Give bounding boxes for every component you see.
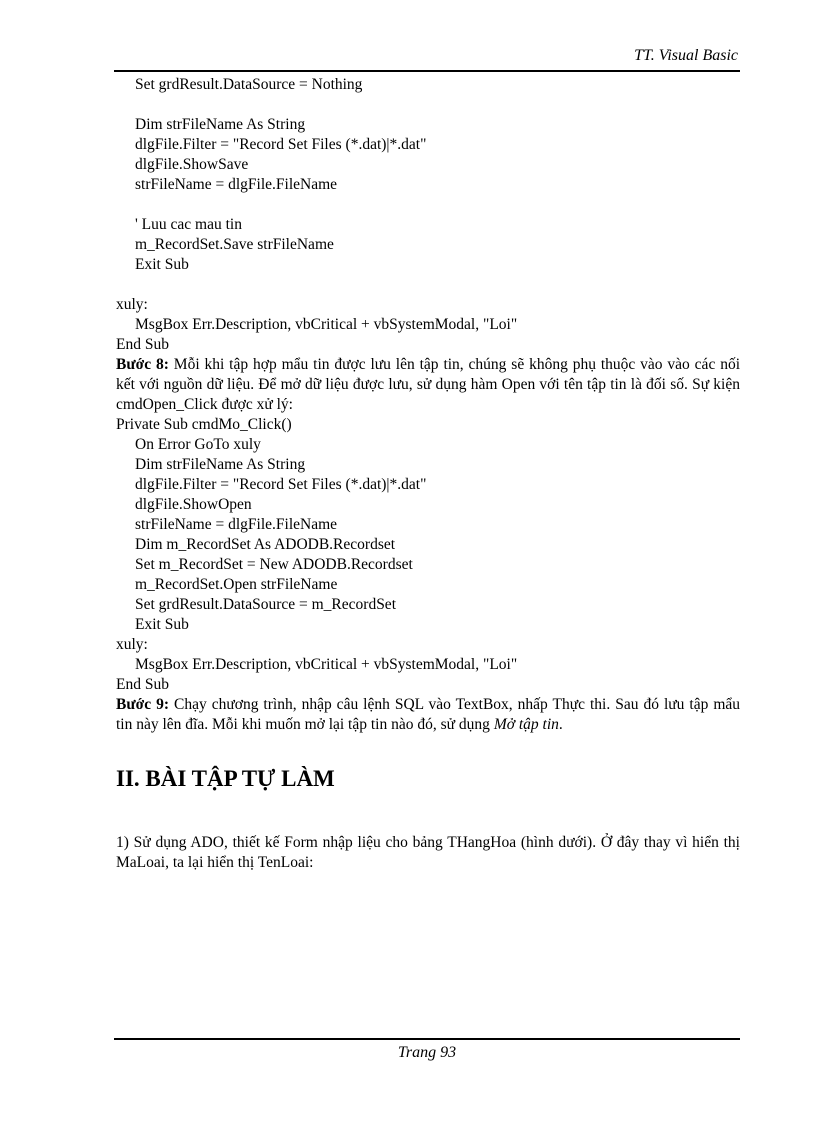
save-code-line: MsgBox Err.Description, vbCritical + vbSystemModal, "Loi" <box>135 316 518 333</box>
open-code-line: Dim strFileName As String <box>135 456 306 473</box>
page-header-title: TT. Visual Basic <box>634 47 738 64</box>
save-code-line: Dim strFileName As String <box>135 116 306 133</box>
code-block-save <box>116 75 740 355</box>
exercise-1-paragraph: 1) Sử dụng ADO, thiết kế Form nhập liệu cho bảng THangHoa (hình dưới). Ở đây thay vì hiển thị MaLoai, ta lại hiển thị TenLoai: <box>116 834 740 871</box>
save-code-line: strFileName = dlgFile.FileName <box>135 176 338 193</box>
open-code-line: xuly: <box>116 636 148 653</box>
open-code-line: Private Sub cmdMo_Click() <box>116 416 292 433</box>
save-code-line: dlgFile.Filter = "Record Set Files (*.dat)|*.dat" <box>135 136 427 153</box>
footer-divider <box>114 1038 740 1040</box>
open-code-line: Exit Sub <box>135 616 189 633</box>
section-heading: II. BÀI TẬP TỰ LÀM <box>116 766 335 791</box>
open-code-line: On Error GoTo xuly <box>135 436 261 453</box>
save-code-line: End Sub <box>116 336 169 353</box>
step-9-label: Bước 9: <box>116 696 170 713</box>
step-8-paragraph <box>116 355 740 415</box>
save-code-line: ' Luu cac mau tin <box>135 216 242 233</box>
save-code-line: dlgFile.ShowSave <box>135 156 249 173</box>
page-number: Trang 93 <box>397 1044 457 1061</box>
save-code-line: xuly: <box>116 296 148 313</box>
page-content <box>116 75 740 873</box>
step-9-paragraph <box>116 695 740 735</box>
open-code-line: strFileName = dlgFile.FileName <box>135 516 338 533</box>
open-code-line: m_RecordSet.Open strFileName <box>135 576 338 593</box>
save-code-line: m_RecordSet.Save strFileName <box>135 236 334 253</box>
save-blank-line <box>116 95 740 115</box>
save-blank-line <box>116 195 740 215</box>
open-code-line: Set grdResult.DataSource = m_RecordSet <box>135 596 396 613</box>
step-8-text: Mỗi khi tập hợp mẩu tin được lưu lên tập tin, chúng sẽ không phụ thuộc vào vào các nối kết với nguồn dữ liệu. Để mở dữ liệu được lưu, sử dụng hàm Open với tên tập tin là đối số. Sự kiện cmdOpen_Click được xử lý: <box>116 356 741 413</box>
open-code-line: End Sub <box>116 676 169 693</box>
step-8-label: Bước 8: <box>116 356 169 373</box>
save-blank-line <box>116 275 740 295</box>
open-code-line: Set m_RecordSet = New ADODB.Recordset <box>135 556 413 573</box>
open-code-line: dlgFile.Filter = "Record Set Files (*.dat)|*.dat" <box>135 476 427 493</box>
header-divider <box>114 70 740 72</box>
step-9-end: . <box>558 716 563 733</box>
step-9-text: Chạy chương trình, nhập câu lệnh SQL vào TextBox, nhấp Thực thi. Sau đó lưu tập mẩu tin này lên đĩa. Mỗi khi muốn mở lại tập tin nào đó, sử dụng <box>116 696 741 733</box>
save-code-line: Exit Sub <box>135 256 189 273</box>
open-code-line: Dim m_RecordSet As ADODB.Recordset <box>135 536 396 553</box>
open-code-line: dlgFile.ShowOpen <box>135 496 252 513</box>
code-block-open <box>116 415 740 695</box>
open-code-line: MsgBox Err.Description, vbCritical + vbSystemModal, "Loi" <box>135 656 518 673</box>
save-code-line: Set grdResult.DataSource = Nothing <box>135 76 363 93</box>
step-9-italic-text: Mở tập tin <box>493 716 559 733</box>
